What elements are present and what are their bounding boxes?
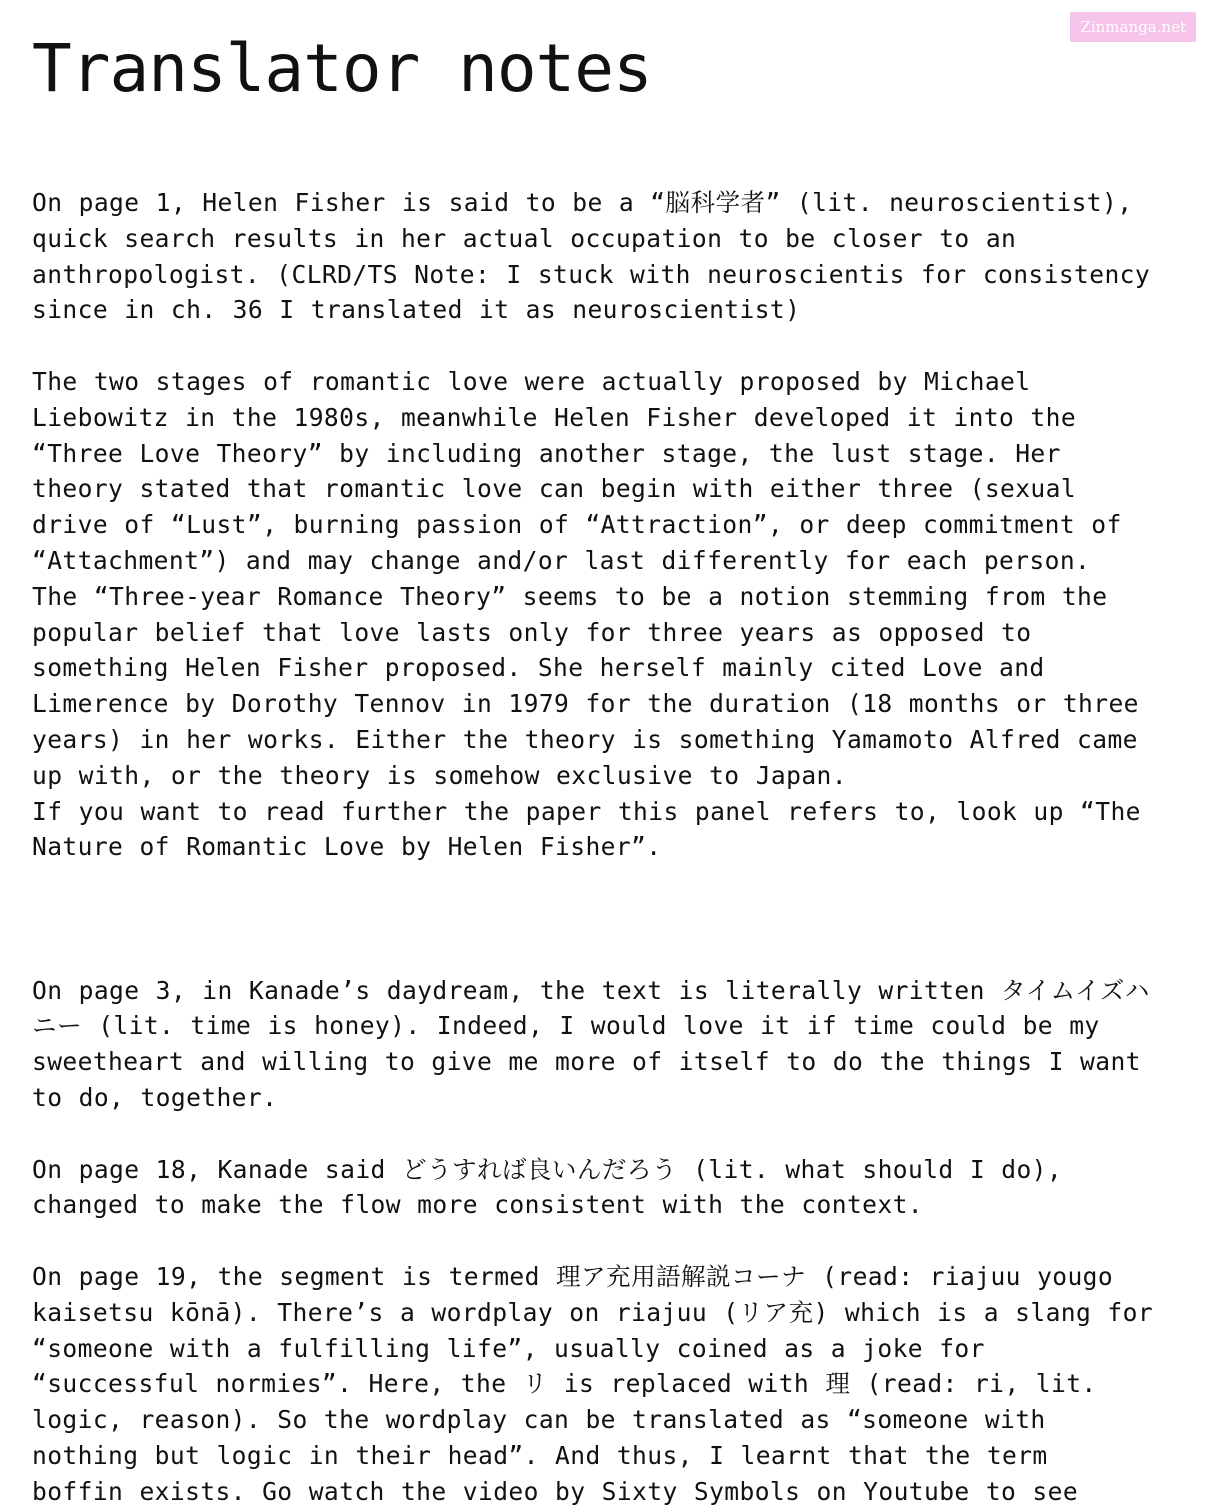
paragraph-spacer: [32, 1116, 1192, 1152]
notes-body: [32, 185, 1192, 1509]
note-paragraph-page-3: On page 3, in Kanade’s daydream, the text is literally written タイムイズハ ニー (lit. time is honey). Indeed, I would love it if time could be my sweetheart and willing to give me more of itself to do the things I want to do, together.: [32, 975, 1150, 1112]
page-title: Translator notes: [32, 30, 652, 107]
note-paragraph-love-theory: The two stages of romantic love were actually proposed by Michael Liebowitz in the 1980s, meanwhile Helen Fisher developed it into the “Three Love Theory” by including another stage, the lust stage. Her theory stated that romantic love can begin with either three (sexual drive of “Lust”, burning passion of “Attraction”, or deep commitment of “Attachment”) and may change and/or last differently for each person. The “Three-year Romance Theory” seems to be a notion stemming from the popular belief that love lasts only for three years as opposed to something Helen Fisher proposed. She herself mainly cited Love and Limerence by Dorothy Tennov in 1979 for the duration (18 months or three years) in her works. Either the theory is something Yamamoto Alfred came up with, or the theory is somehow exclusive to Japan. If you want to read further the paper this panel refers to, look up “The Nature of Romantic Love by Helen Fisher”.: [32, 366, 1141, 862]
note-paragraph-page-1: On page 1, Helen Fisher is said to be a “脳科学者” (lit. neuroscientist), quick search results in her actual occupation to be closer to an anthropologist. (CLRD/TS Note: I stuck with neuroscientis for consistency since in ch. 36 I translated it as neuroscientist): [32, 188, 1151, 325]
paragraph-spacer: [32, 1223, 1192, 1259]
paragraph-spacer: [32, 865, 1192, 972]
note-paragraph-page-19: On page 19, the segment is termed 理ア充用語解説コーナ (read: riajuu yougo kaisetsu kōnā). There’s a wordplay on riajuu (リア充) which is a slang for “someone with a fulfilling life”, usually coined as a joke for “successful normies”. Here, the リ is replaced with 理 (read: ri, lit. logic, reason). So the wordplay can be translated as “someone with nothing but logic in their head”. And thus, I learnt that the term boffin exists. Go watch the video by Sixty Symbols on Youtube to see: [32, 1261, 1154, 1506]
site-watermark: Zinmanga.net: [1070, 12, 1196, 42]
note-paragraph-page-18: On page 18, Kanade said どうすれば良いんだろう (lit. what should I do), changed to make the flow more consistent with the context.: [32, 1154, 1063, 1220]
paragraph-spacer: [32, 328, 1192, 364]
